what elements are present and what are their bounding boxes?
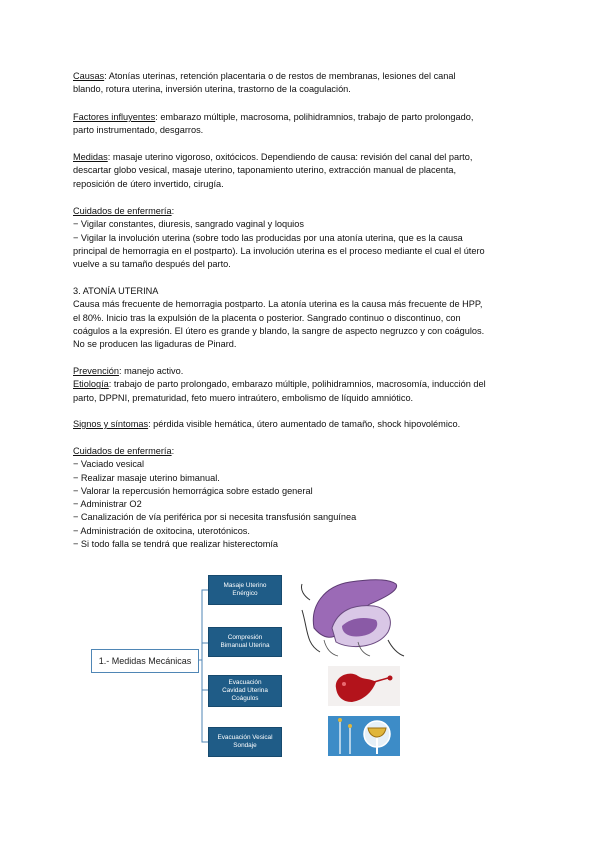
factores-paragraph: Factores influyentes: embarazo múltiple, macrosoma, polihidramnios, trabajo de parto prolongado, parto instrumentado, desgarros. (73, 112, 474, 136)
causas-paragraph: Causas: Atonías uterinas, retención placentaria o de restos de membranas, lesiones del canal blando, rotura uterina, inversión uterina, trastorno de la coagulación. (73, 71, 456, 95)
medidas-mecanicas-diagram (88, 570, 418, 760)
masaje-uterino-box: Masaje Uterino Enérgico (208, 575, 282, 605)
cuidados2-label: Cuidados de enfermería (73, 446, 172, 456)
prevencion-etiologia: Prevención: manejo activo. Etiología: trabajo de parto prolongado, embarazo múltiple, polihidramnios, macrosomía, inducción del parto, DPPNI, prematuridad, feto muero intraútero, embolismo de líquido amniótico. (73, 366, 486, 403)
uterus-illustration (298, 574, 406, 658)
medidas-paragraph: Medidas: masaje uterino vigoroso, oxitócicos. Dependiendo de causa: revisión del canal del parto, descartar globo vesical, masaje uterino, taponamiento uterino, extracción manual de placenta, reposición de útero invertido, cirugía. (73, 152, 473, 189)
causas-label: Causas (73, 71, 105, 81)
list-item: − Administrar O2 (73, 499, 142, 510)
list-item: − Realizar masaje uterino bimanual. (73, 472, 220, 483)
section-heading: 3. ATONÍA UTERINA (73, 286, 159, 296)
cuidados-list-1: Cuidados de enfermería: − Vigilar constantes, diuresis, sangrado vaginal y loquios − Vigilar la involución uterina (sobre todo las producidas por una atonía uterina, que es la causa principal de hemorragia en el postparto). La involución uterina es el proceso mediante el cual el útero vuelve a su tamaño después del parto. (73, 206, 485, 270)
cuidados-list-2: Cuidados de enfermería: − Vaciado vesical − Realizar masaje uterino bimanual. − Valorar la repercusión hemorrágica sobre estado general − Administrar O2 − Canalización de vía periférica por si necesita transfusión sanguínea − Administración de oxitocina, uterotónicos. − Si todo falla se tendrá que realizar histerectomía (73, 445, 533, 551)
medidas-label: Medidas (73, 152, 108, 162)
evacuacion-vesical-box: Evacuación Vesical Sondaje (208, 727, 282, 757)
list-item: − Si todo falla se tendrá que realizar histerectomía (73, 539, 279, 550)
signos-label: Signos y síntomas (73, 419, 149, 429)
evacuacion-cavidad-box: Evacuación Cavidad Uterina Coágulos (208, 675, 282, 707)
compresion-bimanual-box: Compresión Bimanual Uterina (208, 627, 282, 657)
list-item: − Canalización de vía periférica por si necesita transfusión sanguínea (73, 512, 357, 523)
list-item: − Administración de oxitocina, uterotónicos. (73, 525, 250, 536)
list-item: − Valorar la repercusión hemorrágica sobre estado general (73, 485, 313, 496)
prevencion-label: Prevención (73, 366, 119, 376)
list-item: − Vaciado vesical (73, 459, 145, 470)
blood-drop-illustration (328, 666, 400, 706)
medidas-mecanicas-box: 1.- Medidas Mecánicas (91, 649, 199, 673)
etiologia-label: Etiología (73, 379, 109, 390)
cuidados1-label: Cuidados de enfermería (73, 206, 172, 216)
factores-label: Factores influyentes (73, 112, 156, 122)
atonia-section: 3. ATONÍA UTERINA Causa más frecuente de hemorragia postparto. La atonía uterina es la causa más frecuente de HPP, el 80%. Inicio tras la expulsión de la placenta o posterior. Sangrado continuo o discontinuo, con coágulos a la expresión. El útero es grande y blando, la sangre de aspecto negruzco y con coágulos. No se producen las ligaduras de Pinard. (73, 285, 533, 351)
signos-paragraph: Signos y síntomas: pérdida visible hemática, útero aumentado de tamaño, shock hipovolémico. (73, 419, 461, 429)
bladder-catheter-illustration (328, 716, 400, 756)
